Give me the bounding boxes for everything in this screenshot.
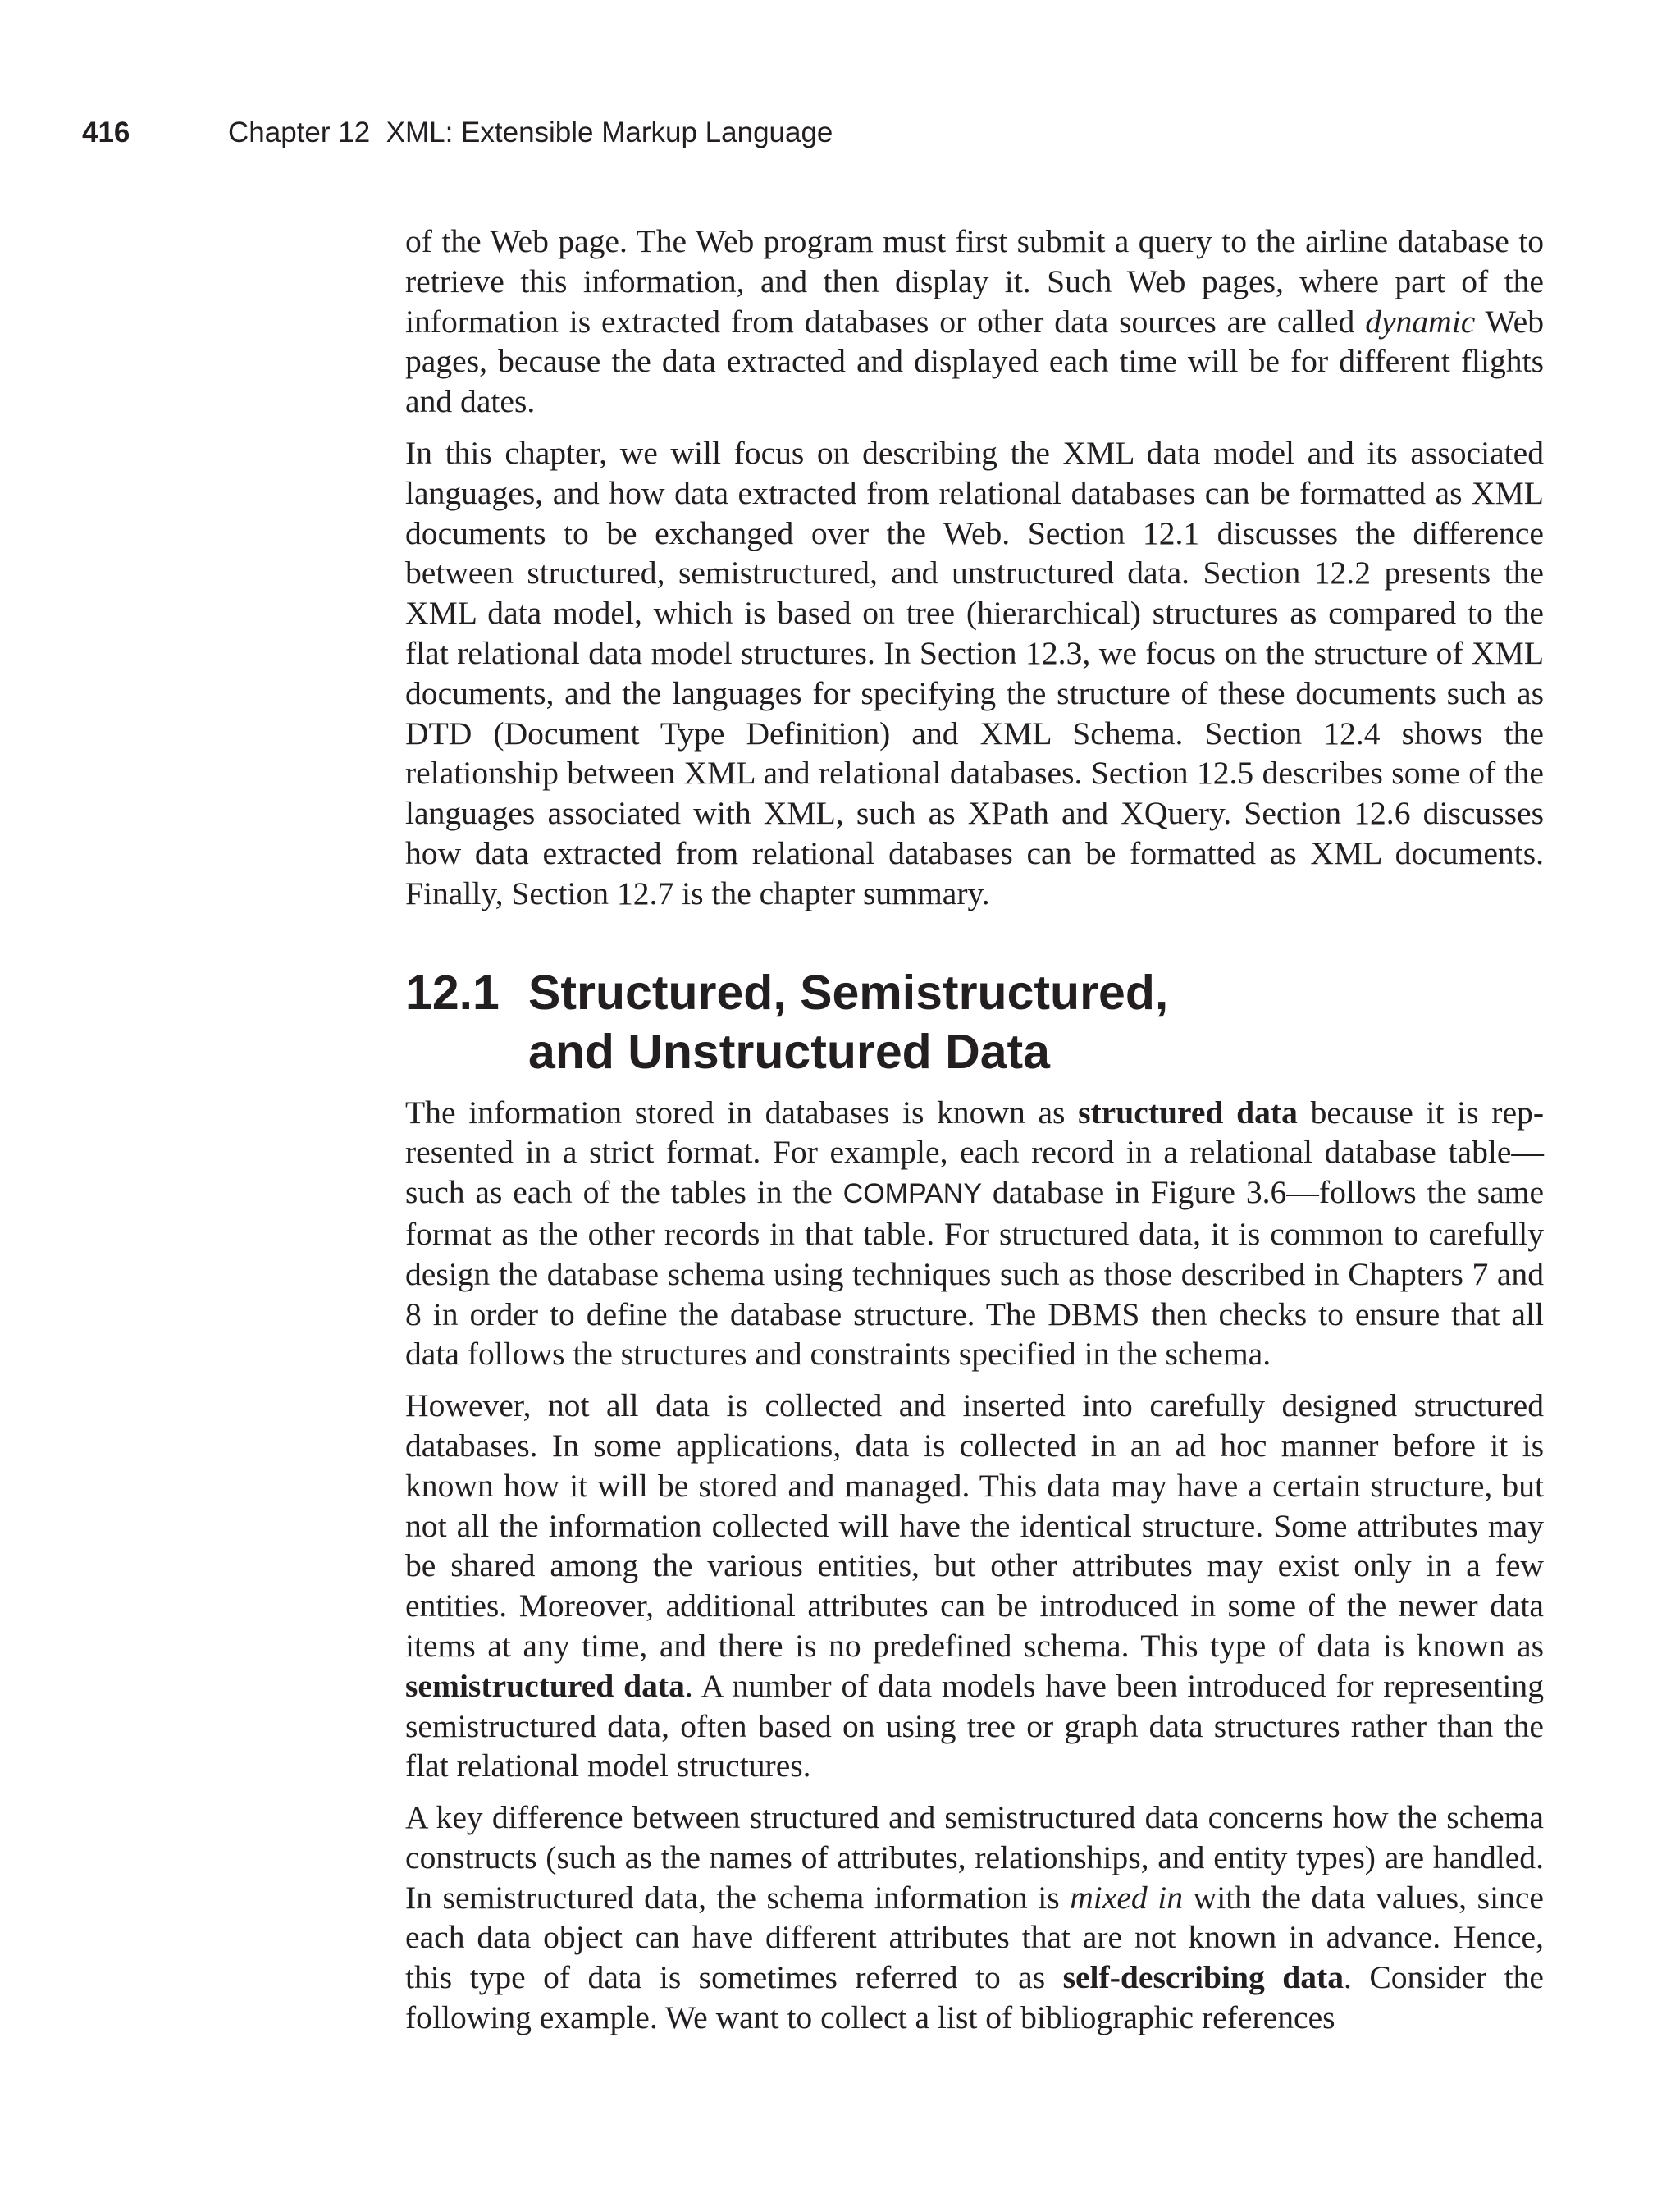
section-heading (405, 963, 1544, 1081)
section-number: 12.1 (405, 965, 500, 1020)
italic-term: dynamic (1365, 303, 1476, 340)
text-run: . A number of data models have been introduced for representing semistructured data, often based on using tree or graph data structures rather than the flat relational model structures. (405, 1667, 1544, 1784)
section-title (528, 963, 1544, 1081)
paragraph-chapter-overview: In this chapter, we will focus on describing the XML data model and its associated languages, and how data extracted from relational databases can be formatted as XML documents to be exchanged over the Web. Section 12.1 discusses the difference between structured, semistructured, and unstructured data. Section 12.2 presents the XML data model, which is based on tree (hierarchical) structures as compared to the flat relational data model structures. In Section 12.3, we focus on the structure of XML documents, and the languages for specifying the structure of these documents such as DTD (Document Type Definition) and XML Schema. Section 12.4 shows the relationship between XML and relational databases. Section 12.5 describes some of the languages associated with XML, such as XPath and XQuery. Section 12.6 discusses how data extracted from relational databases can be formatted as XML documents. Finally, Section 12.7 is the chapter summary. (405, 434, 1544, 911)
bold-term: semistructured data (405, 1667, 685, 1704)
chapter-title: Chapter 12 XML: Extensible Markup Language (228, 116, 833, 148)
running-head (82, 116, 833, 158)
page-number: 416 (82, 116, 130, 148)
paragraph-semistructured-data (405, 1386, 1544, 1786)
text-run: A key difference between structured and semistructured data concerns how the schema constructs (such as the names of attributes, relationships, and entity types) are handled. In semistructured data, the schema information is (405, 1799, 1544, 1916)
text-run: of the Web page. The Web program must first submit a query to the airline database to retrieve this information, and then display it. Such Web pages, where part of the information is extracted from databases or other data sources are called (405, 223, 1544, 340)
text-run: Web pages, because the data extracted and displayed each time will be for different flights and dates. (405, 303, 1544, 420)
paragraph-dynamic-web-pages (405, 222, 1544, 422)
bold-term: structured data (1078, 1094, 1298, 1131)
text-run: with the data values, since each data object can have different attributes that are not known in advance. Hence, this type of data is sometimes referred to as (405, 1879, 1544, 1996)
italic-term: mixed in (1070, 1879, 1184, 1916)
section-title-line: and Unstructured Data (528, 1024, 1050, 1079)
paragraph-self-describing-data (405, 1798, 1544, 2038)
bold-term: self-describing data (1062, 1959, 1344, 1996)
body-text (405, 222, 1544, 2038)
paragraph-structured-data (405, 1093, 1544, 1375)
text-run: The information stored in databases is known as (405, 1094, 1079, 1131)
text-run: because it is represented in a strict format. For example, each record in a relational database table—such as each of the tables in the (405, 1094, 1544, 1211)
text-run: . Consider the following example. We want to collect a list of bibliographic references (405, 1959, 1544, 2036)
text-run: database in Figure 3.6—follows the same format as the other records in that table. For structured data, it is common to carefully design the database schema using techniques such as those described in Chapters 7 and 8 in order to define the database structure. The DBMS then checks to ensure that all data follows the structures and constraints specified in the schema. (405, 1174, 1545, 1373)
database-name: COMPANY (842, 1178, 983, 1210)
section-title-line: Structured, Semistructured, (528, 965, 1169, 1020)
text-run: However, not all data is collected and inserted into carefully designed structured databases. In some applications, data is collected in an ad hoc manner before it is known how it will be stored and managed. This data may have a certain structure, but not all the information collected will have the identical structure. Some attributes may be shared among the various entities, but other attributes may exist only in a few entities. Moreover, additional attributes can be introduced in some of the newer data items at any time, and there is no predefined schema. This type of data is known as (405, 1387, 1544, 1664)
